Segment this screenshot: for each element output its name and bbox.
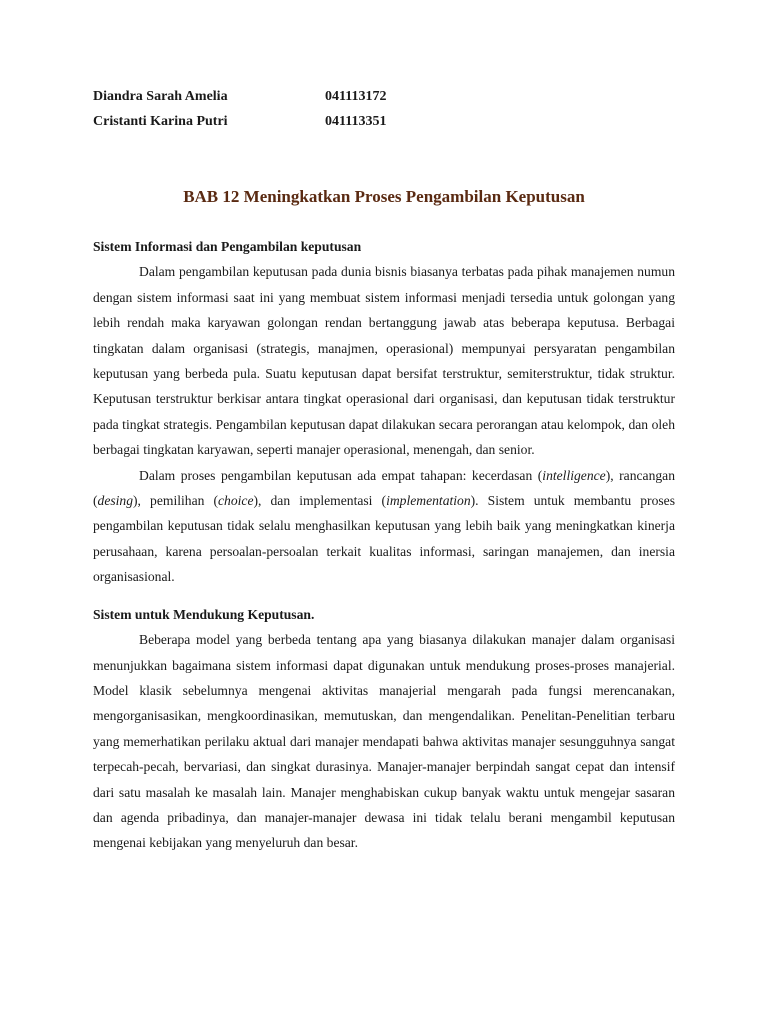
- author-name: Diandra Sarah Amelia: [93, 89, 228, 104]
- author-id: 041113351: [325, 114, 387, 129]
- author-row: [93, 86, 593, 111]
- author-name: Cristanti Karina Putri: [93, 114, 228, 129]
- document-body: [93, 234, 675, 856]
- paragraph: Dalam proses pengambilan keputusan ada empat tahapan: kecerdasan (intelligence), rancangan (desing), pemilihan (choice), dan implementasi (implementation). Sistem untuk membantu proses pengambilan keputusan tidak selalu menghasilkan keputusan yang lebih baik yang meningkatkan kinerja perusahaan, karena persoalan-persoalan terkait kualitas informasi, saringan manajemen, dan inersia organisasional.: [93, 467, 675, 585]
- author-id: 041113172: [325, 89, 387, 104]
- section-heading: Sistem untuk Mendukung Keputusan.: [93, 606, 315, 622]
- section-heading: Sistem Informasi dan Pengambilan keputusan: [93, 239, 362, 254]
- author-list: [93, 86, 593, 136]
- section-gap: [93, 590, 675, 602]
- paragraph: Dalam pengambilan keputusan pada dunia bisnis biasanya terbatas pada pihak manajemen numun dengan sistem informasi saat ini yang membuat sistem informasi menjadi tersedia untuk golongan yang lebih rendah maka karyawan golongan rendan bertanggung jawab atas beberapa keputusa. Berbagai tingkatan dalam organisasi (strategis, manajmen, operasional) mempunyai persyaratan pengambilan keputusan yang berbeda pula. Suatu keputusan dapat bersifat terstruktur, semiterstruktur, tidak struktur. Keputusan terstruktur berkisar antara tingkat operasional dari organisasi, dan keputusan tidak terstruktur pada tingkat strategis. Pengambilan keputusan dapat dilakukan secara perorangan atau kelompok, dan oleh berbagai tingkatan karyawan, seperti manajer operasional, menengah, dan senior.: [93, 264, 675, 458]
- paragraph: Beberapa model yang berbeda tentang apa yang biasanya dilakukan manajer dalam organisasi menunjukkan bagaimana sistem informasi dapat digunakan untuk mendukung proses-proses manajerial. Model klasik sebelumnya mengenai aktivitas manajerial mengarah pada fungsi merencanakan, mengorganisasikan, mengkoordinasikan, memutuskan, dan mengendalikan. Penelitan-Penelitian terbaru yang memerhatikan perilaku aktual dari manajer mendapati bahwa aktivitas manajer sesungguhnya sangat terpecah-pecah, bervariasi, dan singkat durasinya. Manajer-manajer berpindah sangat cepat dan intensif dari satu masalah ke masalah lain. Manajer menghabiskan cukup banyak waktu untuk mengejar sasaran dan agenda pribadinya, dan manajer-manajer dewasa ini tidak telalu berani mengambil keputusan mengenai kebijakan yang menyeluruh dan besar.: [93, 632, 675, 851]
- chapter-title: BAB 12 Meningkatkan Proses Pengambilan Keputusan: [183, 187, 585, 206]
- author-row: [93, 111, 593, 136]
